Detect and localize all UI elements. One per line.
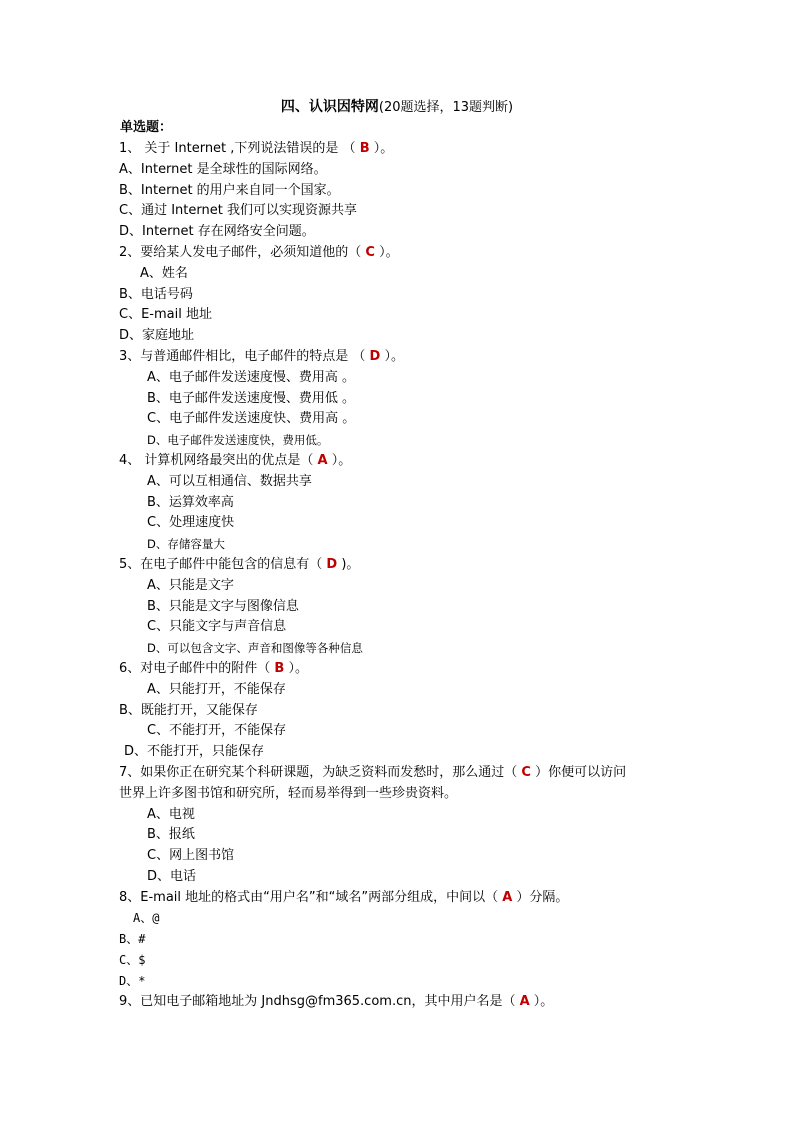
option: B、运算效率高 xyxy=(147,494,234,510)
title-sub: (20题选择，13题判断) xyxy=(378,100,514,115)
option: D、Internet 存在网络安全问题。 xyxy=(119,224,315,240)
option: D、存储容量大 xyxy=(147,537,225,552)
option: B、Internet 的用户来自同一个国家。 xyxy=(119,182,340,198)
option: C、通过 Internet 我们可以实现资源共享 xyxy=(119,203,357,219)
question-7-continued: 世界上许多图书馆和研究所，轻而易举得到一些珍贵资料。 xyxy=(119,785,458,801)
option: A、可以互相通信、数据共享 xyxy=(147,473,312,489)
option: B、只能是文字与图像信息 xyxy=(147,598,299,614)
option: D、不能打开，只能保存 xyxy=(124,744,265,760)
option: C、不能打开，不能保存 xyxy=(147,723,287,739)
option: B、既能打开，又能保存 xyxy=(119,702,258,718)
answer-1: B xyxy=(359,141,370,156)
answer-7: C xyxy=(521,764,531,780)
question-5: 5、在电子邮件中能包含的信息有（ D )。 xyxy=(119,556,360,572)
section-heading: 单选题： xyxy=(120,120,173,135)
option: D、* xyxy=(119,973,146,988)
option: D、家庭地址 xyxy=(119,328,195,344)
option: D、电子邮件发送速度快，费用低。 xyxy=(147,433,329,448)
option: A、只能是文字 xyxy=(147,577,234,593)
option: C、电子邮件发送速度快、费用高 。 xyxy=(147,411,356,427)
option: C、网上图书馆 xyxy=(147,848,235,864)
answer-6: B xyxy=(274,660,285,676)
option: C、$ xyxy=(119,953,146,968)
option: A、姓名 xyxy=(140,265,188,281)
page-title xyxy=(0,96,794,119)
option: A、电子邮件发送速度慢、费用高 。 xyxy=(147,369,356,385)
option: A、Internet 是全球性的国际网络。 xyxy=(119,161,327,177)
option: D、电话 xyxy=(147,868,197,884)
option: C、处理速度快 xyxy=(147,515,235,531)
answer-5: D xyxy=(326,556,338,572)
option: B、电话号码 xyxy=(119,286,193,302)
answer-4: A xyxy=(317,452,328,468)
question-7: 7、如果你正在研究某个科研课题，为缺乏资料而发愁时，那么通过（ C ）你便可以访问 xyxy=(119,764,627,780)
title-main: 四、认识因特网 xyxy=(280,99,379,115)
answer-8: A xyxy=(502,889,513,905)
question-6: 6、对电子邮件中的附件（ B ）。 xyxy=(119,660,308,676)
question-list xyxy=(0,139,794,1012)
answer-3: D xyxy=(369,348,381,364)
option: A、电视 xyxy=(147,806,195,822)
question-4: 4、 计算机网络最突出的优点是（ A ）。 xyxy=(119,452,352,468)
question-1: 1、 关于 Internet ,下列说法错误的是 （ B ）。 xyxy=(119,141,394,156)
option: B、电子邮件发送速度慢、费用低 。 xyxy=(147,390,356,406)
question-8: 8、E-mail 地址的格式由“用户名”和“域名”两部分组成，中间以（ A ）分隔。 xyxy=(119,889,569,905)
option: D、可以包含文字、声音和图像等各种信息 xyxy=(147,641,363,656)
answer-9: A xyxy=(519,993,530,1009)
option: B、# xyxy=(119,932,146,947)
option: C、E-mail 地址 xyxy=(119,307,212,323)
answer-2: C xyxy=(365,244,375,260)
question-3: 3、与普通邮件相比，电子邮件的特点是 （ D ）。 xyxy=(119,348,404,364)
option: C、只能文字与声音信息 xyxy=(147,619,287,635)
option: A、@ xyxy=(133,911,160,926)
question-2: 2、要给某人发电子邮件，必须知道他的（ C ）。 xyxy=(119,244,399,260)
option: B、报纸 xyxy=(147,827,195,843)
option: A、只能打开，不能保存 xyxy=(147,681,286,697)
question-9: 9、已知电子邮箱地址为 Jndhsg@fm365.com.cn，其中用户名是（ A ）。 xyxy=(119,993,554,1009)
